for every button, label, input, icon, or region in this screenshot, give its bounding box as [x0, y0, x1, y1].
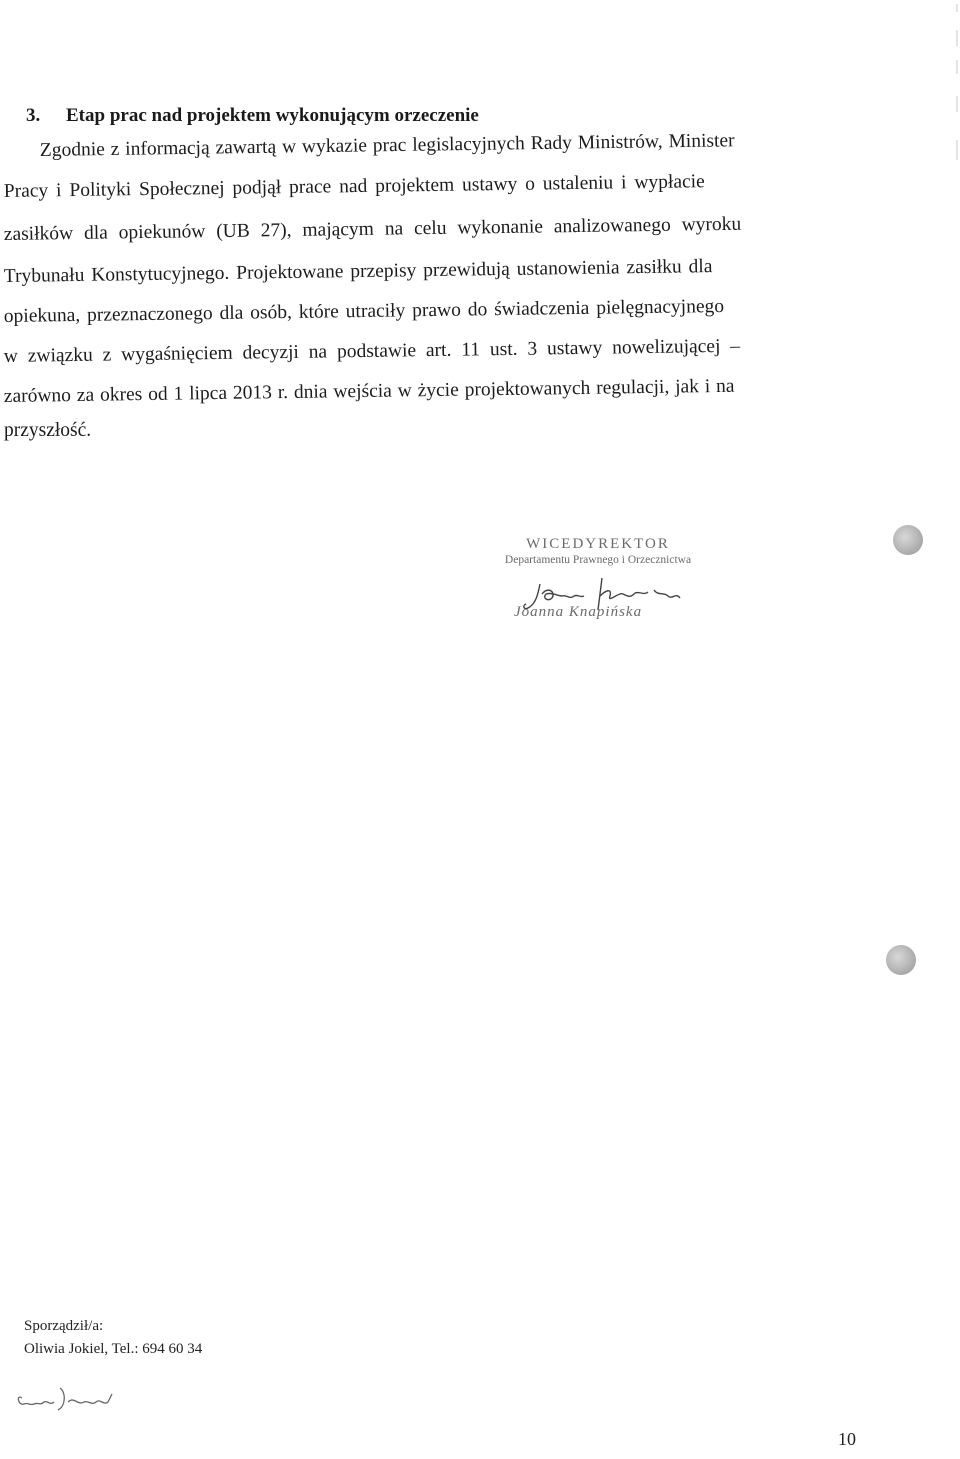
- body-line-4: Trybunału Konstytucyjnego. Projektowane przepisy przewidują ustanowienia zasiłku dla: [3, 256, 713, 288]
- stamp-title: WICEDYREKTOR: [526, 536, 670, 552]
- body-line-1: Zgodnie z informacją zawartą w wykazie prac legislacyjnych Rady Ministrów, Minister: [39, 130, 735, 162]
- official-stamp: [478, 536, 718, 624]
- section-title: Etap prac nad projektem wykonującym orzeczenie: [66, 105, 479, 126]
- body-line-8: przyszłość.: [4, 420, 92, 441]
- author-signature: [14, 1376, 134, 1416]
- stamp-name: Joanna Knapińska: [514, 604, 643, 620]
- body-line-7: zarówno za okres od 1 lipca 2013 r. dnia wejścia w życie projektowanych regulacji, jak i na: [3, 375, 735, 408]
- body-line-2: Pracy i Polityki Społecznej podjął prace nad projektem ustawy o ustaleniu i wypłacie: [3, 171, 705, 203]
- body-line-5: opiekuna, przeznaczonego dla osób, które utraciły prawo do świadczenia pielęgnacyjnego: [3, 295, 725, 328]
- prepared-by-label: Sporządził/a:: [24, 1318, 104, 1334]
- page-number: 10: [838, 1429, 856, 1449]
- section-number: 3.: [26, 105, 41, 126]
- prepared-by-name: Oliwia Jokiel, Tel.: 694 60 34: [24, 1341, 203, 1357]
- punch-hole-top: [893, 525, 923, 555]
- punch-hole-bottom: [886, 945, 916, 975]
- body-line-3: zasiłków dla opiekunów (UB 27), mającym na celu wykonanie analizowanego wyroku: [3, 213, 742, 246]
- scan-edge-marks: [955, 0, 960, 170]
- body-line-6: w związku z wygaśnięciem decyzji na podstawie art. 11 ust. 3 ustawy nowelizującej –: [3, 335, 741, 368]
- stamp-department: Departamentu Prawnego i Orzecznictwa: [504, 554, 692, 566]
- section-heading: [26, 105, 479, 127]
